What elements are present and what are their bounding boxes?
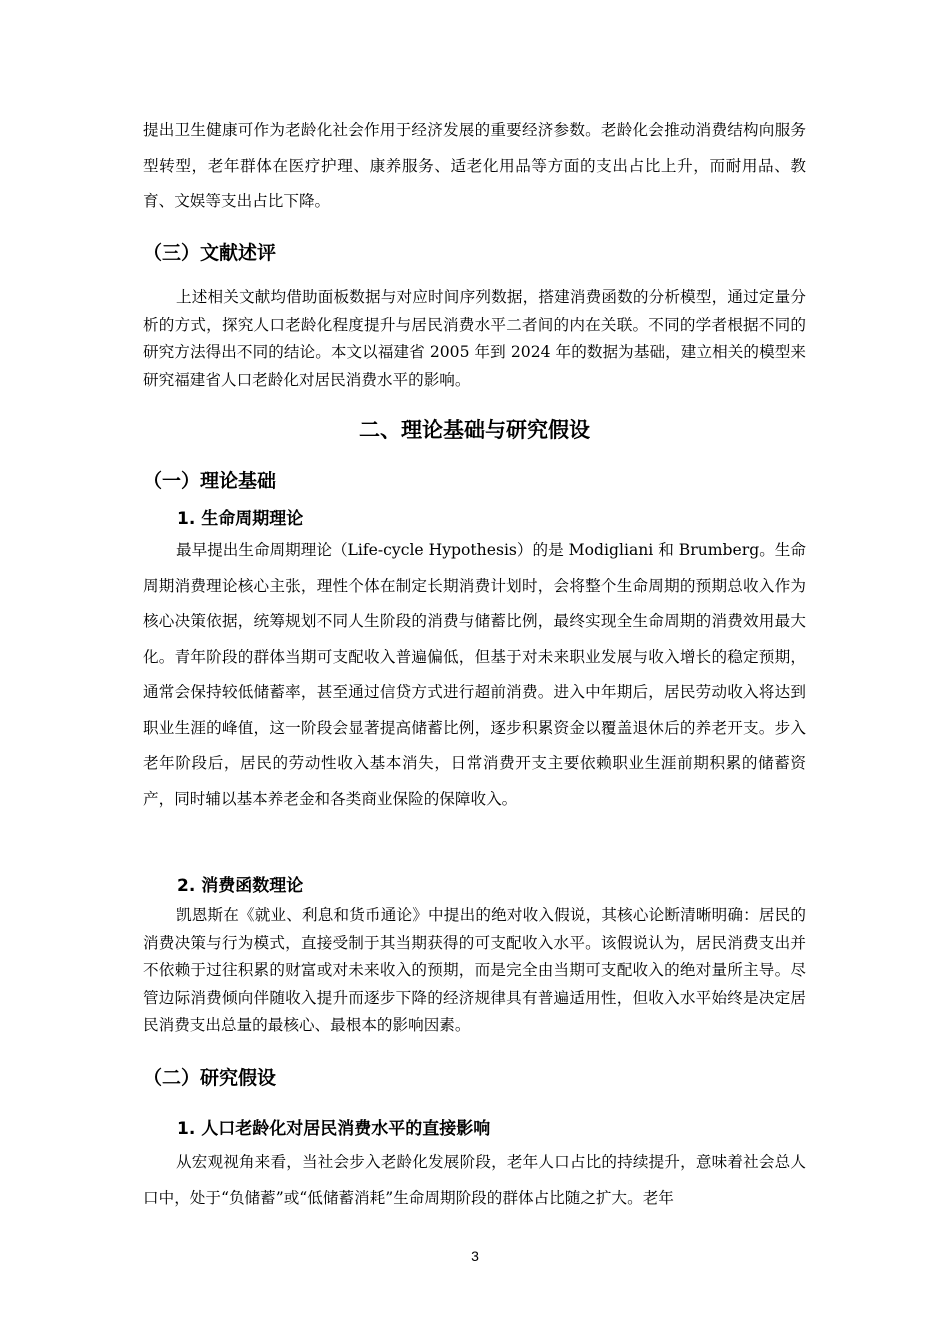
subheading-direct-impact: 1. 人口老龄化对居民消费水平的直接影响 bbox=[177, 1119, 491, 1139]
chapter-title: 二、理论基础与研究假设 bbox=[359, 418, 590, 442]
subheading-life-cycle-theory: 1. 生命周期理论 bbox=[177, 509, 304, 529]
section-heading-research-hypothesis: （二）研究假设 bbox=[143, 1067, 277, 1089]
subheading-consumption-function-theory: 2. 消费函数理论 bbox=[177, 876, 304, 896]
section-heading-theoretical-basis: （一）理论基础 bbox=[143, 470, 277, 492]
page-number: 3 bbox=[471, 1248, 479, 1264]
paragraph-consumption-function-theory: 凯恩斯在《就业、利息和货币通论》中提出的绝对收入假说，其核心论断清晰明确：居民的消费决策与行为模式，直接受制于其当期获得的可支配收入水平。该假说认为，居民消费支出并不依赖于过往积累的财富或对未来收入的预期，而是完全由当期可支配收入的绝对量所主导。尽管边际消费倾向伴随收入提升而逐步下降的经济规律具有普遍适用性，但收入水平始终是决定居民消费支出总量的最核心、最根本的影响因素。 bbox=[143, 906, 806, 1034]
section-heading-literature-review: （三）文献述评 bbox=[143, 242, 277, 264]
paragraph-direct-impact: 从宏观视角来看，当社会步入老龄化发展阶段，老年人口占比的持续提升，意味着社会总人口中，处于“负储蓄”或“低储蓄消耗”生命周期阶段的群体占比随之扩大。老年 bbox=[143, 1153, 806, 1207]
paragraph-intro-continued: 提出卫生健康可作为老龄化社会作用于经济发展的重要经济参数。老龄化会推动消费结构向服务型转型，老年群体在医疗护理、康养服务、适老化用品等方面的支出占比上升，而耐用品、教育、文娱等支出占比下降。 bbox=[143, 121, 806, 210]
paragraph-life-cycle-theory: 最早提出生命周期理论（Life-cycle Hypothesis）的是 Modigliani 和 Brumberg。生命周期消费理论核心主张，理性个体在制定长期消费计划时，会将整个生命周期的预期总收入作为核心决策依据，统筹规划不同人生阶段的消费与储蓄比例，最终实现全生命周期的消费效用最大化。青年阶段的群体当期可支配收入普遍偏低，但基于对未来职业发展与收入增长的稳定预期，通常会保持较低储蓄率，甚至通过信贷方式进行超前消费。进入中年期后，居民劳动收入将达到职业生涯的峰值，这一阶段会显著提高储蓄比例，逐步积累资金以覆盖退休后的养老开支。步入老年阶段后，居民的劳动性收入基本消失，日常消费开支主要依赖职业生涯前期积累的储蓄资产，同时辅以基本养老金和各类商业保险的保障收入。 bbox=[143, 541, 806, 808]
paragraph-literature-review: 上述相关文献均借助面板数据与对应时间序列数据，搭建消费函数的分析模型，通过定量分析的方式，探究人口老龄化程度提升与居民消费水平二者间的内在关联。不同的学者根据不同的研究方法得出不同的结论。本文以福建省 2005 年到 2024 年的数据为基础，建立相关的模型来研究福建省人口老龄化对居民消费水平的影响。 bbox=[143, 288, 806, 389]
